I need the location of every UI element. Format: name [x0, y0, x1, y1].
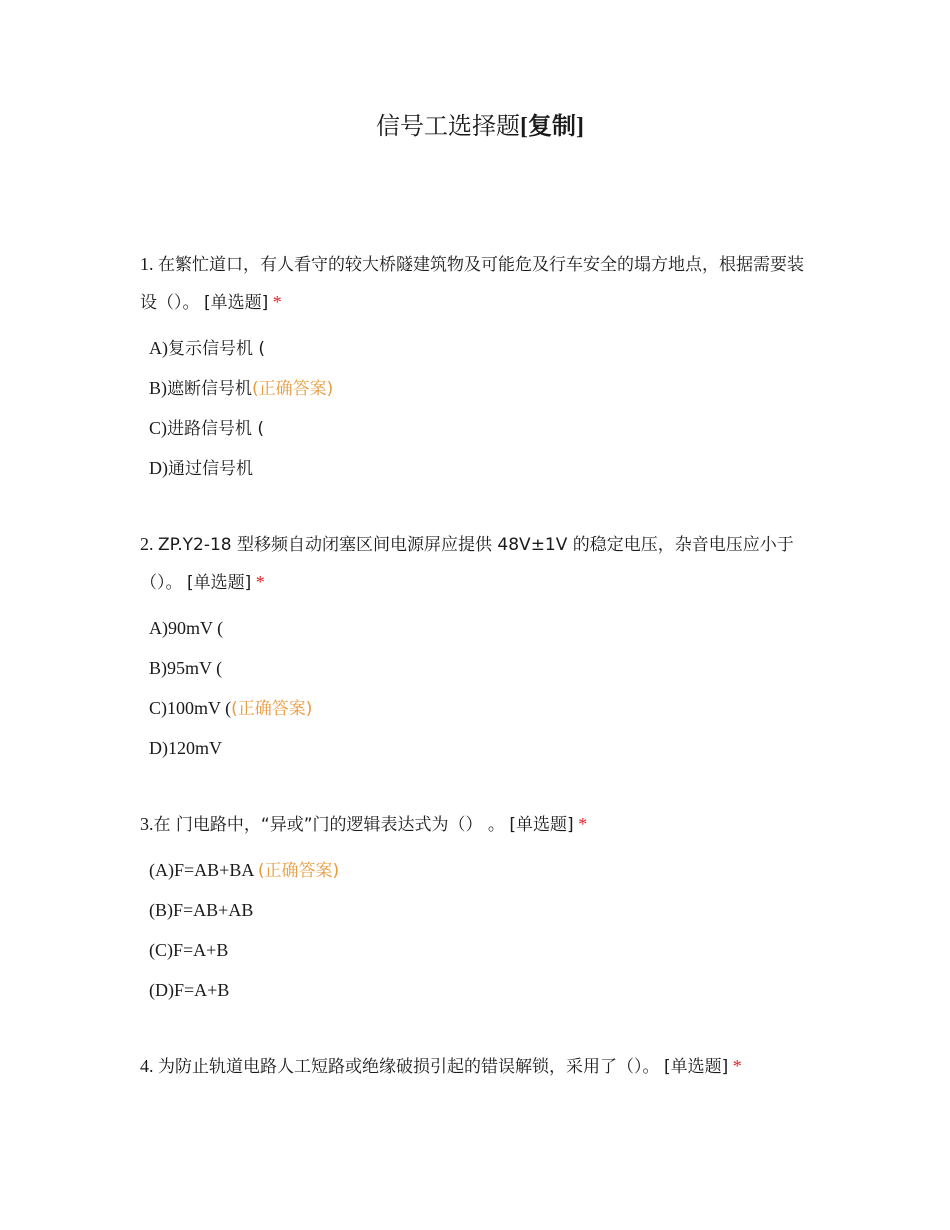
question-body: 在繁忙道口，有人看守的较大桥隧建筑物及可能危及行车安全的塌方地点，根据需要装设（）。: [140, 255, 804, 313]
option-label: (B): [149, 900, 173, 920]
required-mark: *: [272, 292, 282, 312]
required-mark: *: [255, 572, 265, 592]
question-body: 在 门电路中，“异或”门的逻辑表达式为（） 。: [153, 815, 505, 835]
options-list: [140, 328, 805, 488]
option-b[interactable]: [140, 368, 805, 408]
correct-answer-tag: (正确答案): [257, 861, 340, 881]
option-d[interactable]: [140, 970, 805, 1010]
question-number: 4: [140, 1056, 149, 1076]
correct-answer-tag: (正确答案): [231, 699, 313, 719]
question-3: [140, 806, 805, 1010]
option-text: 进路信号机 (: [167, 419, 265, 439]
option-a[interactable]: [140, 850, 805, 890]
option-text: F=A+B: [173, 940, 229, 960]
correct-answer-tag: (正确答案): [252, 379, 334, 399]
question-4: [140, 1048, 805, 1086]
question-text: [140, 526, 805, 602]
question-number: 1: [140, 254, 149, 274]
option-label: B): [149, 378, 167, 398]
option-b[interactable]: [140, 648, 805, 688]
option-text: 90mV (: [168, 618, 224, 638]
question-sep: .: [149, 1056, 154, 1076]
question-type: [单选题]: [204, 293, 269, 313]
option-text: F=AB+BA: [174, 860, 258, 880]
option-c[interactable]: [140, 930, 805, 970]
option-label: C): [149, 698, 167, 718]
option-a[interactable]: [140, 608, 805, 648]
option-label: (A): [149, 860, 174, 880]
option-text: 120mV: [168, 738, 222, 758]
option-text: 100mV (: [167, 698, 232, 718]
option-d[interactable]: [140, 448, 805, 488]
question-number: 3: [140, 814, 149, 834]
page-title: [0, 108, 950, 145]
required-mark: *: [732, 1056, 742, 1076]
option-a[interactable]: [140, 328, 805, 368]
option-b[interactable]: [140, 890, 805, 930]
option-c[interactable]: [140, 688, 805, 728]
question-body: ZP.Y2-18 型移频自动闭塞区间电源屏应提供 48V±1V 的稳定电压，杂音电压应小于（）。: [140, 535, 794, 593]
title-suffix: [复制]: [520, 114, 584, 140]
option-text: F=AB+AB: [173, 900, 254, 920]
question-body: 为防止轨道电路人工短路或绝缘破损引起的错误解锁，采用了（）。: [158, 1057, 660, 1077]
option-label: D): [149, 738, 168, 758]
option-d[interactable]: [140, 728, 805, 768]
option-label: B): [149, 658, 167, 678]
required-mark: *: [578, 814, 588, 834]
question-type: [单选题]: [664, 1057, 729, 1077]
options-list: [140, 850, 805, 1010]
question-sep: .: [149, 814, 154, 834]
option-text: F=A+B: [174, 980, 230, 1000]
option-label: A): [149, 618, 168, 638]
options-list: [140, 608, 805, 768]
option-label: D): [149, 458, 168, 478]
option-text: 复示信号机 (: [168, 339, 266, 359]
question-type: [单选题]: [187, 573, 252, 593]
question-sep: .: [149, 254, 154, 274]
option-label: (C): [149, 940, 173, 960]
question-text: [140, 246, 805, 322]
question-number: 2: [140, 534, 149, 554]
option-text: 遮断信号机: [167, 379, 252, 399]
option-c[interactable]: [140, 408, 805, 448]
question-sep: .: [149, 534, 154, 554]
option-label: A): [149, 338, 168, 358]
question-1: [140, 246, 805, 488]
question-2: [140, 526, 805, 768]
option-label: C): [149, 418, 167, 438]
option-label: (D): [149, 980, 174, 1000]
option-text: 通过信号机: [168, 459, 253, 479]
question-text: [140, 806, 805, 844]
question-type: [单选题]: [509, 815, 574, 835]
option-text: 95mV (: [167, 658, 223, 678]
question-text: [140, 1048, 805, 1086]
title-main: 信号工选择题: [376, 112, 520, 140]
